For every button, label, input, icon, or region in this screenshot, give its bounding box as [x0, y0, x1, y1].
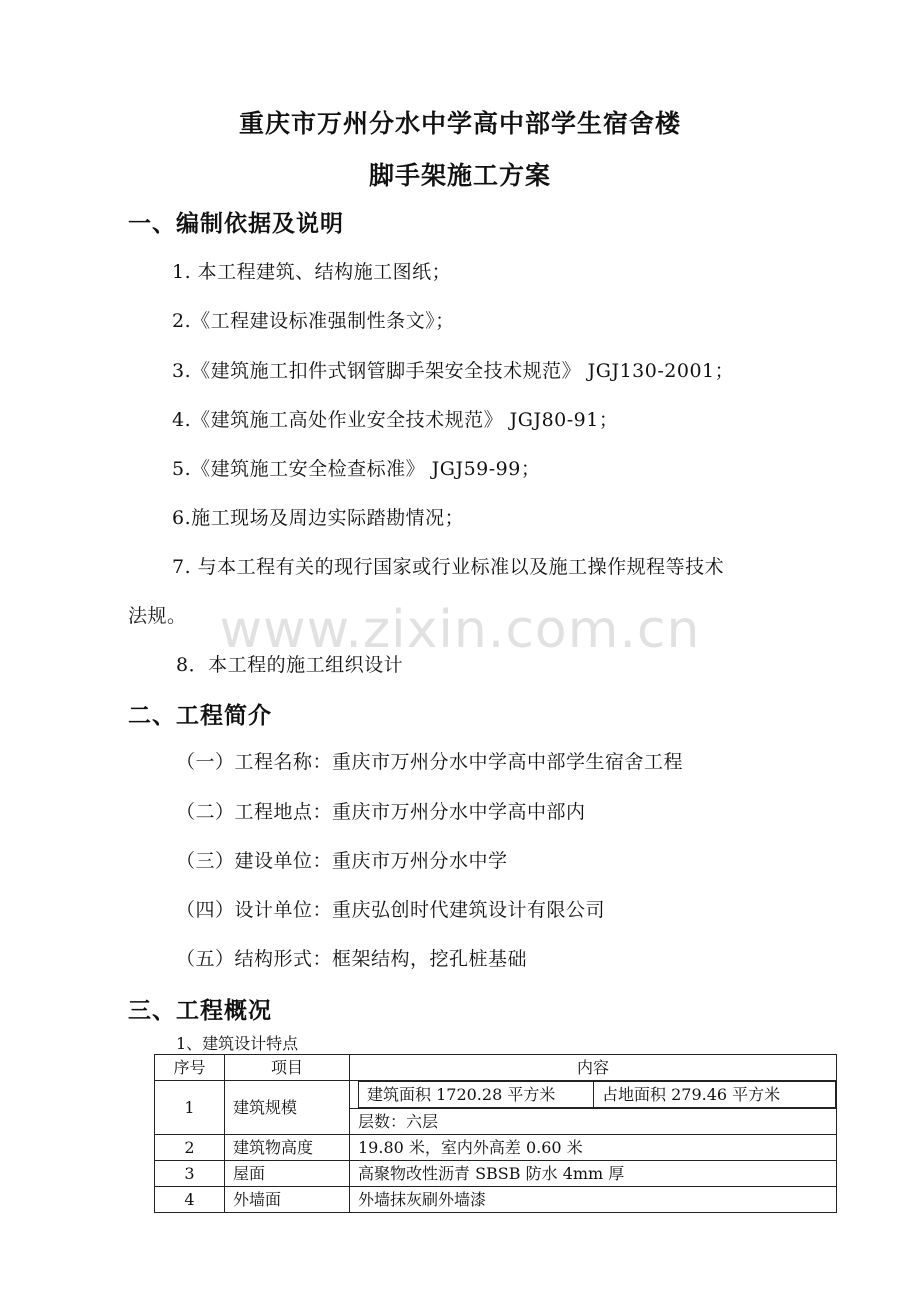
row-item: 建筑物高度 — [225, 1135, 350, 1161]
building-design-table — [154, 1054, 837, 1213]
document-title-line1: 重庆市万州分水中学高中部学生宿舍楼 — [238, 109, 681, 138]
project-name: （一）工程名称：重庆市万州分水中学高中部学生宿舍工程 — [176, 751, 684, 773]
project-location: （二）工程地点：重庆市万州分水中学高中部内 — [176, 801, 586, 823]
table-row — [155, 1161, 837, 1187]
footprint-area: 占地面积 279.46 平方米 — [594, 1082, 836, 1108]
table-row — [155, 1135, 837, 1161]
section-heading-overview: 二、工程简介 — [128, 703, 272, 729]
project-designer: （四）设计单位：重庆弘创时代建筑设计有限公司 — [176, 899, 606, 921]
project-owner: （三）建设单位：重庆市万州分水中学 — [176, 850, 508, 872]
row-item: 外墙面 — [225, 1187, 350, 1213]
basis-item-5: 5.《建筑施工安全检查标准》 JGJ59-99； — [172, 458, 541, 480]
table-header-row — [155, 1055, 837, 1081]
row-no: 2 — [155, 1135, 225, 1161]
row-item: 屋面 — [225, 1161, 350, 1187]
watermark: www.zixin.com.cn — [219, 600, 701, 660]
row-content: 19.80 米，室内外高差 0.60 米 — [350, 1135, 837, 1161]
floor-count: 层数：六层 — [350, 1109, 837, 1135]
section-heading-basis: 一、编制依据及说明 — [128, 211, 344, 237]
row-content: 外墙抹灰刷外墙漆 — [350, 1187, 837, 1213]
basis-item-7: 7. 与本工程有关的现行国家或行业标准以及施工操作规程等技术 — [172, 556, 725, 578]
basis-item-3: 3.《建筑施工扣件式钢管脚手架安全技术规范》 JGJ130-2001； — [172, 360, 735, 382]
header-no: 序号 — [155, 1055, 225, 1081]
table-row — [155, 1081, 837, 1109]
basis-item-1: 1. 本工程建筑、结构施工图纸； — [172, 261, 452, 283]
document-title-line2: 脚手架施工方案 — [368, 161, 551, 190]
table-caption: 1、建筑设计特点 — [176, 1034, 299, 1053]
row-no: 1 — [155, 1081, 225, 1135]
header-item: 项目 — [225, 1055, 350, 1081]
row-content-split — [350, 1081, 837, 1109]
row-content: 高聚物改性沥青 SBSB 防水 4mm 厚 — [350, 1161, 837, 1187]
basis-item-7-continued: 法规。 — [128, 605, 187, 627]
section-heading-general: 三、工程概况 — [128, 998, 272, 1024]
row-no: 4 — [155, 1187, 225, 1213]
building-area: 建筑面积 1720.28 平方米 — [359, 1082, 594, 1108]
header-content: 内容 — [350, 1055, 837, 1081]
row-item: 建筑规模 — [225, 1081, 350, 1135]
basis-item-6: 6.施工现场及周边实际踏勘情况； — [172, 507, 465, 529]
project-structure: （五）结构形式：框架结构，挖孔桩基础 — [176, 948, 528, 970]
basis-item-4: 4.《建筑施工高处作业安全技术规范》 JGJ80-91； — [172, 409, 619, 431]
basis-item-2: 2.《工程建设标准强制性条文》； — [172, 310, 455, 332]
table-row — [155, 1187, 837, 1213]
row-no: 3 — [155, 1161, 225, 1187]
basis-item-8: 8．本工程的施工组织设计 — [176, 654, 404, 676]
